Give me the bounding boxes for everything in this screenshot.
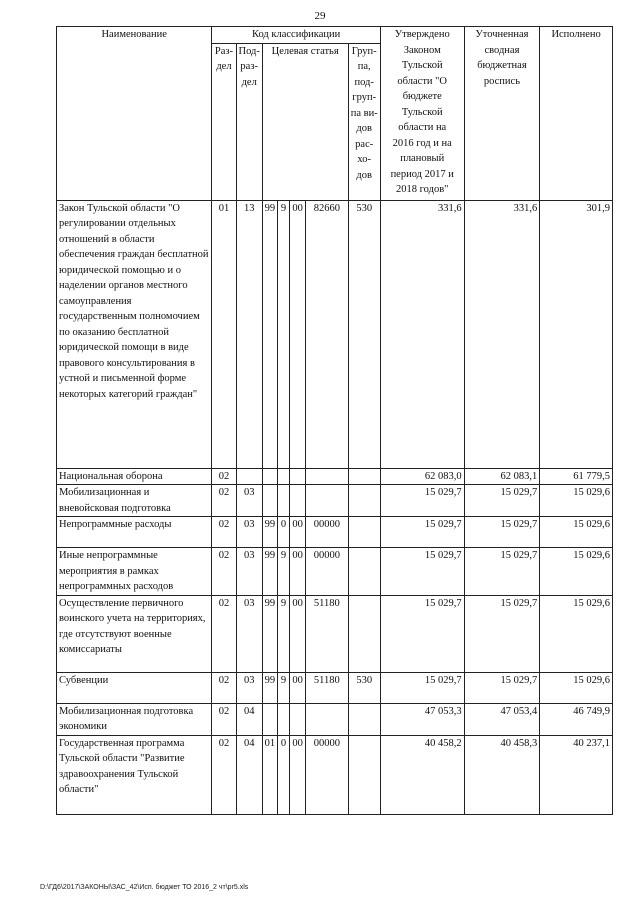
row-podrazdel: 03	[236, 672, 262, 703]
row-target-program: 99	[262, 548, 277, 596]
row-target-subprogram: 0	[277, 735, 289, 814]
header-podrazdel: Под- раз- дел	[236, 43, 262, 200]
row-target-subprogram: 9	[277, 595, 289, 672]
row-specified: 15 029,7	[464, 485, 540, 517]
row-specified: 15 029,7	[464, 672, 540, 703]
header-approved: Утверждено Законом Тульской области "О бюджете Тульской области на 2016 год и на плановый период 2017 и 2018 годов"	[380, 27, 464, 201]
row-approved: 47 053,3	[380, 703, 464, 735]
row-target-program: 99	[262, 200, 277, 468]
row-target-main-event: 00	[290, 595, 306, 672]
row-name: Иные непрограммные мероприятия в рамках непрограммных расходов	[57, 548, 212, 596]
row-vid: 530	[348, 200, 380, 468]
row-target-direction: 00000	[306, 548, 348, 596]
row-target-direction: 00000	[306, 517, 348, 548]
row-vid	[348, 485, 380, 517]
row-vid	[348, 468, 380, 485]
row-razdel: 02	[212, 485, 236, 517]
row-target-direction: 82660	[306, 200, 348, 468]
page-number: 29	[314, 10, 326, 22]
row-executed: 61 779,5	[540, 468, 613, 485]
row-approved: 15 029,7	[380, 485, 464, 517]
row-razdel: 02	[212, 548, 236, 596]
row-vid	[348, 735, 380, 814]
table-header	[57, 27, 613, 201]
table-row	[57, 517, 613, 548]
row-name: Закон Тульской области "О регулировании отдельных отношений в области обеспечения граждан бесплатной юридической помощью и о наделении органов местного самоуправления государственным полномочием по оказанию бесплатной юридической помощи в виде правового консультирования в устной и письменной форме некоторых категорий граждан"	[57, 200, 212, 468]
row-executed: 15 029,6	[540, 595, 613, 672]
row-name: Непрограммные расходы	[57, 517, 212, 548]
row-target-direction	[306, 468, 348, 485]
table-row	[57, 485, 613, 517]
row-razdel: 02	[212, 735, 236, 814]
header-specified: Уточненная сводная бюджетная роспись	[464, 27, 540, 201]
row-specified: 331,6	[464, 200, 540, 468]
header-name: Наименование	[57, 27, 212, 201]
row-target-program	[262, 703, 277, 735]
row-target-program	[262, 468, 277, 485]
row-target-direction: 00000	[306, 735, 348, 814]
table-body	[57, 200, 613, 814]
row-razdel: 02	[212, 517, 236, 548]
row-target-subprogram: 9	[277, 200, 289, 468]
table-row	[57, 468, 613, 485]
row-razdel: 02	[212, 672, 236, 703]
row-target-direction	[306, 485, 348, 517]
row-approved: 331,6	[380, 200, 464, 468]
row-podrazdel: 03	[236, 548, 262, 596]
row-executed: 15 029,6	[540, 485, 613, 517]
row-target-program	[262, 485, 277, 517]
row-specified: 47 053,4	[464, 703, 540, 735]
row-podrazdel: 13	[236, 200, 262, 468]
row-target-main-event	[290, 468, 306, 485]
row-target-subprogram	[277, 703, 289, 735]
row-approved: 15 029,7	[380, 517, 464, 548]
row-target-program: 99	[262, 517, 277, 548]
row-target-main-event: 00	[290, 200, 306, 468]
row-target-main-event: 00	[290, 735, 306, 814]
table-row	[57, 548, 613, 596]
row-target-direction	[306, 703, 348, 735]
row-name: Мобилизационная и вневойсковая подготовка	[57, 485, 212, 517]
row-razdel: 02	[212, 703, 236, 735]
table-row	[57, 735, 613, 814]
header-code-group: Код классификации	[212, 27, 380, 44]
row-podrazdel	[236, 468, 262, 485]
row-vid	[348, 517, 380, 548]
row-specified: 40 458,3	[464, 735, 540, 814]
row-podrazdel: 03	[236, 485, 262, 517]
row-executed: 301,9	[540, 200, 613, 468]
row-target-program: 99	[262, 672, 277, 703]
row-executed: 15 029,6	[540, 517, 613, 548]
row-vid	[348, 548, 380, 596]
row-approved: 15 029,7	[380, 672, 464, 703]
file-path-footer: D:\ГД6\2017\ЗАКОНЫ\ЗАС_42\Исп. бюджет ТО 2016_2 чт\pr5.xls	[40, 884, 249, 891]
row-name: Осуществление первичного воинского учета на территориях, где отсутствуют военные комиссариаты	[57, 595, 212, 672]
row-target-subprogram: 0	[277, 517, 289, 548]
budget-table	[56, 26, 613, 815]
row-target-direction: 51180	[306, 595, 348, 672]
row-specified: 15 029,7	[464, 517, 540, 548]
header-vid: Груп- па, под- груп- па ви- дов рас- хо- дов	[348, 43, 380, 200]
row-target-main-event: 00	[290, 517, 306, 548]
row-razdel: 01	[212, 200, 236, 468]
row-razdel: 02	[212, 468, 236, 485]
row-podrazdel: 03	[236, 517, 262, 548]
table-row	[57, 703, 613, 735]
row-specified: 15 029,7	[464, 548, 540, 596]
table-row	[57, 672, 613, 703]
row-target-direction: 51180	[306, 672, 348, 703]
row-executed: 46 749,9	[540, 703, 613, 735]
header-razdel: Раз- дел	[212, 43, 236, 200]
row-target-subprogram: 9	[277, 672, 289, 703]
row-target-main-event	[290, 703, 306, 735]
row-approved: 40 458,2	[380, 735, 464, 814]
row-target-main-event: 00	[290, 672, 306, 703]
row-vid	[348, 595, 380, 672]
row-specified: 62 083,1	[464, 468, 540, 485]
row-approved: 62 083,0	[380, 468, 464, 485]
row-podrazdel: 04	[236, 703, 262, 735]
table-row	[57, 595, 613, 672]
row-target-program: 99	[262, 595, 277, 672]
row-target-program: 01	[262, 735, 277, 814]
row-name: Государственная программа Тульской области "Развитие здравоохранения Тульской области"	[57, 735, 212, 814]
row-approved: 15 029,7	[380, 595, 464, 672]
header-target: Целевая статья	[262, 43, 348, 200]
header-executed: Исполнено	[540, 27, 613, 201]
row-podrazdel: 03	[236, 595, 262, 672]
row-target-main-event: 00	[290, 548, 306, 596]
row-executed: 40 237,1	[540, 735, 613, 814]
row-specified: 15 029,7	[464, 595, 540, 672]
row-target-subprogram	[277, 485, 289, 517]
row-vid	[348, 703, 380, 735]
row-target-subprogram	[277, 468, 289, 485]
row-name: Мобилизационная подготовка экономики	[57, 703, 212, 735]
row-name: Национальная оборона	[57, 468, 212, 485]
table-row	[57, 200, 613, 468]
row-podrazdel: 04	[236, 735, 262, 814]
row-target-subprogram: 9	[277, 548, 289, 596]
row-vid: 530	[348, 672, 380, 703]
row-name: Субвенции	[57, 672, 212, 703]
row-target-main-event	[290, 485, 306, 517]
row-razdel: 02	[212, 595, 236, 672]
row-executed: 15 029,6	[540, 548, 613, 596]
row-approved: 15 029,7	[380, 548, 464, 596]
row-executed: 15 029,6	[540, 672, 613, 703]
